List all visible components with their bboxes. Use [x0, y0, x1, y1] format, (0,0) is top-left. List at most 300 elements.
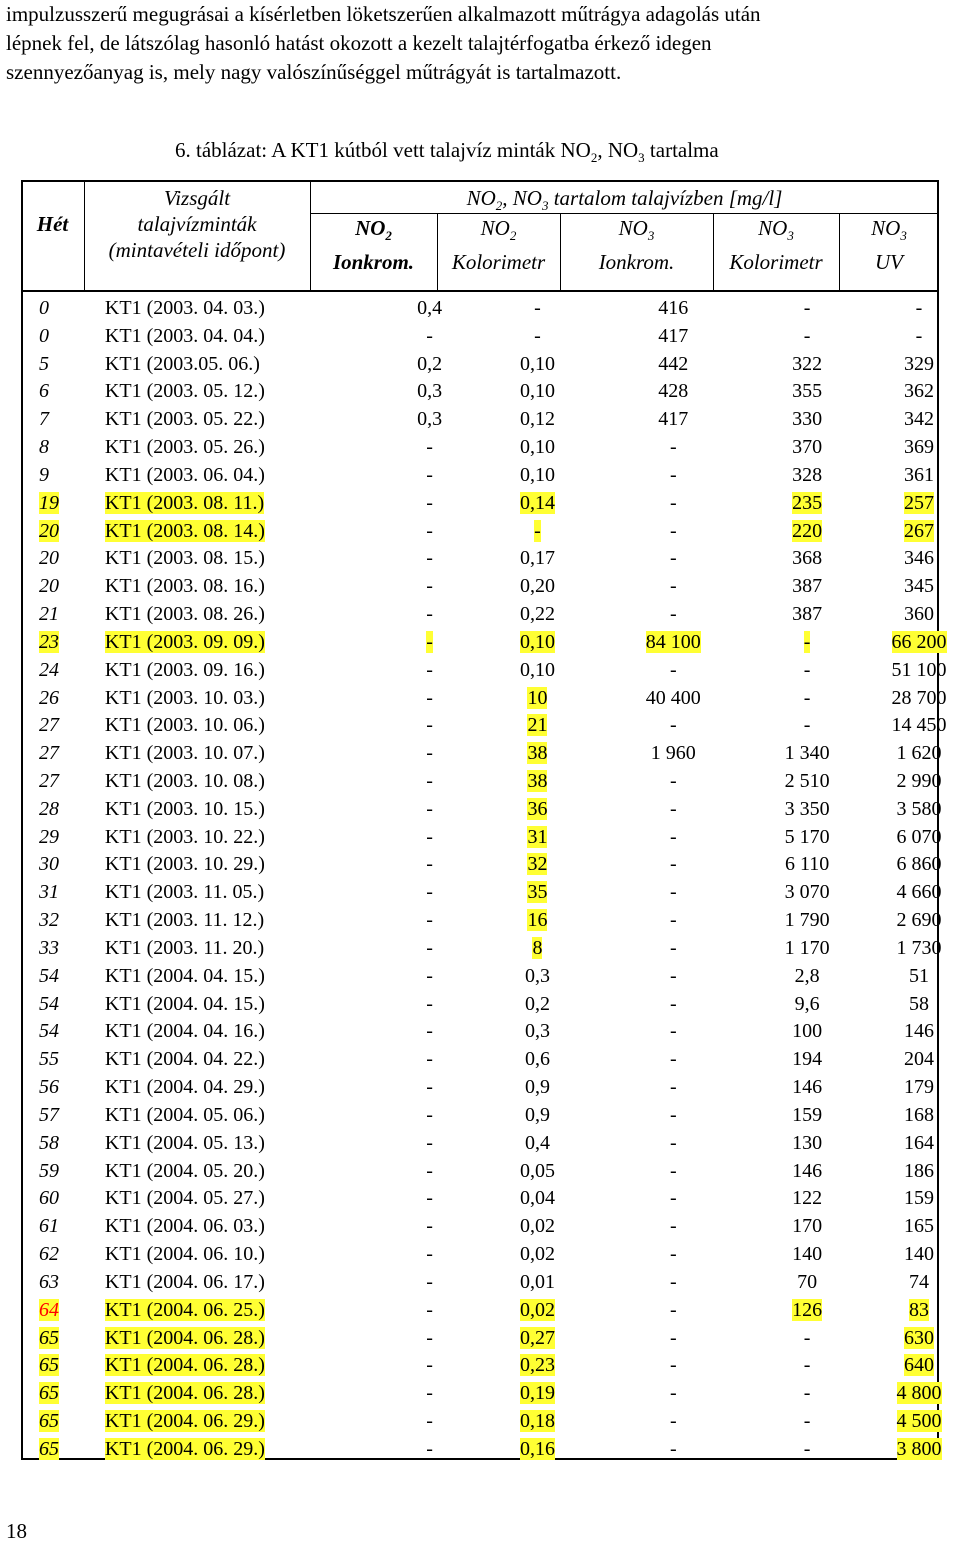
sample-cell — [99, 1129, 395, 1157]
no2-ionkrom-cell-text: - — [426, 825, 433, 848]
week-cell-text: 58 — [39, 1131, 59, 1154]
no2-ionkrom-cell — [395, 934, 465, 962]
sample-cell-text: KT1 (2004. 05. 13.) — [104, 1131, 265, 1154]
no3-uv-cell — [878, 1212, 960, 1240]
no2-kolorimetr-cell-text: 35 — [527, 881, 548, 904]
no3-kolorimetr-cell — [736, 1240, 878, 1268]
header-vizsgalt — [84, 185, 310, 263]
sample-cell — [99, 628, 395, 656]
no3-uv-cell-text: 58 — [909, 992, 930, 1015]
no2-ionkrom-cell — [395, 739, 465, 767]
no2-ionkrom-cell-text: 0,2 — [417, 352, 443, 375]
no3-ionkrom-cell — [610, 1045, 736, 1073]
no2-ionkrom-cell — [395, 1018, 465, 1046]
no2-ionkrom-cell-text: - — [426, 436, 433, 459]
no2-ionkrom-cell — [395, 656, 465, 684]
no2-kolorimetr-cell-text: 0,14 — [519, 491, 555, 514]
no3-ionkrom-cell-text: - — [669, 1437, 677, 1460]
no3-uv-cell — [878, 934, 960, 962]
no2-kolorimetr-cell — [465, 1101, 611, 1129]
no3-ionkrom-cell-text: - — [669, 1270, 677, 1293]
no3-kolorimetr-cell — [736, 1296, 878, 1324]
no3-uv-cell — [878, 1018, 960, 1046]
no3-uv-cell — [878, 1185, 960, 1213]
sample-cell-text: KT1 (2003. 09. 16.) — [104, 658, 265, 681]
intro-line: lépnek fel, de látszólag hasonló hatást okozott a kezelt talajtérfogatba érkező idegen — [6, 31, 712, 55]
no3-ionkrom-cell — [610, 377, 736, 405]
no3-kolorimetr-cell-text: 146 — [792, 1076, 823, 1099]
week-cell-text: 57 — [39, 1103, 59, 1126]
table-row — [23, 1073, 960, 1101]
no3-ionkrom-cell — [610, 1296, 736, 1324]
no2-kolorimetr-cell-text: 0,10 — [519, 463, 555, 486]
no2-ionkrom-cell-text: - — [426, 769, 433, 792]
no3-uv-cell — [878, 1129, 960, 1157]
week-cell — [23, 1379, 99, 1407]
table-row — [23, 962, 960, 990]
no2-kolorimetr-cell — [465, 823, 611, 851]
no3-ionkrom-cell-text: - — [669, 1410, 677, 1433]
no3-kolorimetr-cell — [736, 1045, 878, 1073]
no3-uv-cell — [878, 1240, 960, 1268]
table-row — [23, 1296, 960, 1324]
sample-cell-text: KT1 (2004. 04. 15.) — [104, 964, 265, 987]
week-cell-text: 24 — [39, 658, 59, 681]
no2-ionkrom-cell — [395, 628, 465, 656]
week-cell-text: 54 — [39, 992, 59, 1015]
table-row — [23, 544, 960, 572]
week-cell — [23, 572, 99, 600]
sample-cell — [99, 823, 395, 851]
week-cell-text: 32 — [39, 909, 59, 932]
no2-ionkrom-cell — [395, 1157, 465, 1185]
no2-kolorimetr-cell — [465, 350, 611, 378]
no3-ionkrom-cell-text: 442 — [658, 352, 689, 375]
week-cell — [23, 322, 99, 350]
sample-cell — [99, 489, 395, 517]
table-row — [23, 433, 960, 461]
sample-cell-text: KT1 (2004. 05. 20.) — [104, 1159, 265, 1182]
no3-uv-cell — [878, 1435, 960, 1463]
no2-ionkrom-cell — [395, 433, 465, 461]
header-het: Hét — [36, 212, 69, 236]
table-row — [23, 1185, 960, 1213]
sample-cell — [99, 544, 395, 572]
no3-ionkrom-cell-text: - — [669, 992, 677, 1015]
table-row — [23, 823, 960, 851]
no3-kolorimetr-cell-text: 100 — [792, 1020, 823, 1043]
week-cell — [23, 795, 99, 823]
no3-kolorimetr-cell — [736, 1185, 878, 1213]
no2-kolorimetr-cell-text: 0,12 — [519, 408, 555, 431]
no3-ionkrom-cell — [610, 767, 736, 795]
sample-cell-text: KT1 (2003. 10. 03.) — [104, 686, 265, 709]
no3-uv-cell-text: 329 — [904, 352, 935, 375]
no3-ionkrom-cell-text: - — [669, 1298, 677, 1321]
no3-kolorimetr-cell — [736, 795, 878, 823]
no3-uv-cell — [878, 684, 960, 712]
no2-kolorimetr-cell — [465, 1268, 611, 1296]
no2-ionkrom-cell — [395, 377, 465, 405]
no2-ionkrom-cell — [395, 322, 465, 350]
no3-ionkrom-cell-text: - — [669, 1326, 677, 1349]
sample-cell-text: KT1 (2003. 09. 09.) — [104, 630, 265, 653]
sample-cell-text: KT1 (2004. 04. 16.) — [104, 1020, 265, 1043]
no3-uv-cell — [878, 851, 960, 879]
no3-kolorimetr-cell — [736, 600, 878, 628]
no2-kolorimetr-cell — [465, 517, 611, 545]
week-cell-text: 28 — [39, 797, 59, 820]
table-row — [23, 1212, 960, 1240]
no2-kolorimetr-cell — [465, 990, 611, 1018]
sample-cell — [99, 711, 395, 739]
no3-ionkrom-cell-text: 417 — [658, 324, 689, 347]
week-cell — [23, 1045, 99, 1073]
no2-ionkrom-cell — [395, 1045, 465, 1073]
no3-kolorimetr-cell — [736, 990, 878, 1018]
no3-kolorimetr-cell-text: 355 — [792, 380, 823, 403]
sample-cell-text: KT1 (2003. 10. 07.) — [104, 742, 265, 765]
no2-ionkrom-cell-text: 0,3 — [417, 408, 443, 431]
no2-ionkrom-cell — [395, 294, 465, 322]
sample-cell — [99, 1435, 395, 1463]
table-row — [23, 656, 960, 684]
no3-ionkrom-cell — [610, 656, 736, 684]
no2-kolorimetr-cell — [465, 1240, 611, 1268]
week-cell — [23, 433, 99, 461]
no3-ionkrom-cell-text: - — [669, 714, 677, 737]
week-cell — [23, 739, 99, 767]
no2-ionkrom-cell — [395, 851, 465, 879]
no3-uv-cell-text: 4 660 — [896, 881, 942, 904]
week-cell — [23, 1157, 99, 1185]
sample-cell-text: KT1 (2003.05. 06.) — [104, 352, 260, 375]
header-no3-ionkrom: $NO_3$ Ionkrom. — [598, 216, 675, 275]
week-cell-text: 19 — [39, 491, 59, 514]
no3-uv-cell — [878, 1268, 960, 1296]
sample-cell — [99, 934, 395, 962]
sample-cell-text: KT1 (2003. 11. 12.) — [104, 909, 265, 932]
caption-prefix: 6. táblázat: A KT1 kútból vett talajvíz minták NO — [175, 138, 591, 162]
week-cell — [23, 350, 99, 378]
no2-ionkrom-cell — [395, 795, 465, 823]
no3-ionkrom-cell-text: 84 100 — [645, 630, 701, 653]
sample-cell-text: KT1 (2003. 08. 26.) — [104, 603, 265, 626]
no3-ionkrom-cell — [610, 600, 736, 628]
no2-kolorimetr-cell-text: 0,10 — [519, 352, 555, 375]
no2-kolorimetr-cell — [465, 1212, 611, 1240]
week-cell-text: 65 — [39, 1382, 59, 1405]
no3-ionkrom-cell-text: 417 — [658, 408, 689, 431]
intro-line: szennyezőanyag is, mely nagy valószínűséggel műtrágyát is tartalmazott. — [6, 60, 622, 84]
no3-ionkrom-cell — [610, 1351, 736, 1379]
no3-ionkrom-cell-text: - — [669, 491, 677, 514]
no3-uv-cell — [878, 823, 960, 851]
week-cell-text: 27 — [39, 714, 59, 737]
week-cell — [23, 767, 99, 795]
no2-kolorimetr-cell-text: 0,3 — [524, 964, 550, 987]
page-number: 18 — [6, 1519, 27, 1543]
no2-kolorimetr-cell — [465, 1435, 611, 1463]
no3-ionkrom-cell-text: 428 — [658, 380, 689, 403]
no3-kolorimetr-cell-text: 126 — [792, 1298, 823, 1321]
sample-cell — [99, 1045, 395, 1073]
no3-ionkrom-cell-text: - — [669, 1354, 677, 1377]
no2-kolorimetr-cell — [465, 1185, 611, 1213]
sample-cell — [99, 767, 395, 795]
header-no2-kolorimetr: $NO_2$ Kolorimetr — [451, 216, 546, 275]
week-cell — [23, 600, 99, 628]
no3-kolorimetr-cell — [736, 433, 878, 461]
week-cell — [23, 1240, 99, 1268]
no3-uv-cell-text: 360 — [904, 603, 935, 626]
no3-uv-cell-text: 267 — [904, 519, 935, 542]
no3-kolorimetr-cell — [736, 489, 878, 517]
no3-uv-cell — [878, 711, 960, 739]
no2-ionkrom-cell — [395, 878, 465, 906]
week-cell-text: 5 — [39, 352, 49, 375]
table-row — [23, 600, 960, 628]
no3-kolorimetr-cell-text: - — [803, 686, 811, 709]
no3-kolorimetr-cell-text: - — [803, 324, 811, 347]
no3-uv-cell-text: 6 070 — [896, 825, 942, 848]
sample-cell-text: KT1 (2004. 06. 29.) — [104, 1437, 265, 1460]
no3-uv-cell — [878, 377, 960, 405]
sample-cell — [99, 517, 395, 545]
no3-kolorimetr-cell-text: 3 350 — [784, 797, 830, 820]
no3-uv-cell — [878, 489, 960, 517]
no3-uv-cell-text: 345 — [904, 575, 935, 598]
no2-ionkrom-cell-text: - — [426, 853, 433, 876]
no2-ionkrom-cell — [395, 962, 465, 990]
no3-uv-cell — [878, 405, 960, 433]
sample-cell-text: KT1 (2003. 11. 20.) — [104, 936, 265, 959]
no2-ionkrom-cell-text: - — [426, 1159, 433, 1182]
no2-kolorimetr-cell-text: - — [534, 324, 541, 347]
no3-kolorimetr-cell-text: 2 510 — [784, 769, 830, 792]
no3-kolorimetr-cell — [736, 1129, 878, 1157]
no3-kolorimetr-cell-text: - — [803, 630, 811, 653]
table-row — [23, 1240, 960, 1268]
table-row — [23, 294, 960, 322]
no3-kolorimetr-cell-text: 130 — [792, 1131, 823, 1154]
no3-uv-cell — [878, 739, 960, 767]
no3-uv-cell — [878, 1296, 960, 1324]
no2-ionkrom-cell-text: - — [426, 964, 433, 987]
week-cell-text: 33 — [39, 936, 59, 959]
no2-ionkrom-cell — [395, 711, 465, 739]
no2-kolorimetr-cell-text: 0,02 — [519, 1215, 555, 1238]
sample-cell — [99, 322, 395, 350]
no3-ionkrom-cell — [610, 1240, 736, 1268]
no3-kolorimetr-cell — [736, 1157, 878, 1185]
week-cell — [23, 1296, 99, 1324]
no3-ionkrom-cell-text: - — [669, 909, 677, 932]
week-cell-text: 27 — [39, 769, 59, 792]
sample-cell-text: KT1 (2004. 06. 03.) — [104, 1215, 265, 1238]
no3-kolorimetr-cell-text: - — [803, 296, 811, 319]
week-cell-text: 20 — [39, 575, 59, 598]
no3-kolorimetr-cell-text: - — [803, 714, 811, 737]
week-cell-text: 56 — [39, 1076, 59, 1099]
no3-uv-cell — [878, 1101, 960, 1129]
week-cell-text: 65 — [39, 1410, 59, 1433]
no2-kolorimetr-cell-text: - — [534, 519, 541, 542]
no3-kolorimetr-cell-text: 170 — [792, 1215, 823, 1238]
sample-cell-text: KT1 (2003. 08. 16.) — [104, 575, 265, 598]
no3-kolorimetr-cell — [736, 1351, 878, 1379]
no3-kolorimetr-cell — [736, 934, 878, 962]
no3-kolorimetr-cell — [736, 767, 878, 795]
no3-kolorimetr-cell-text: 140 — [792, 1243, 823, 1266]
sample-cell-text: KT1 (2003. 10. 22.) — [104, 825, 265, 848]
no3-ionkrom-cell-text: - — [669, 1382, 677, 1405]
no3-ionkrom-cell — [610, 934, 736, 962]
no2-kolorimetr-cell — [465, 1324, 611, 1352]
no3-uv-cell — [878, 350, 960, 378]
no2-ionkrom-cell — [395, 544, 465, 572]
no2-ionkrom-cell — [395, 350, 465, 378]
no3-ionkrom-cell — [610, 1435, 736, 1463]
no2-kolorimetr-cell — [465, 377, 611, 405]
sample-cell — [99, 1185, 395, 1213]
no3-kolorimetr-cell-text: 1 170 — [784, 936, 830, 959]
no2-kolorimetr-cell-text: 0,3 — [524, 1020, 550, 1043]
no3-uv-cell — [878, 767, 960, 795]
no3-kolorimetr-cell — [736, 851, 878, 879]
table-row — [23, 1268, 960, 1296]
week-cell-text: 54 — [39, 1020, 59, 1043]
no2-ionkrom-cell — [395, 1101, 465, 1129]
week-cell — [23, 711, 99, 739]
sample-cell — [99, 878, 395, 906]
no3-ionkrom-cell — [610, 1407, 736, 1435]
no2-kolorimetr-cell — [465, 294, 611, 322]
no2-ionkrom-cell-text: - — [426, 1131, 433, 1154]
no2-kolorimetr-cell — [465, 656, 611, 684]
week-cell — [23, 1324, 99, 1352]
no3-uv-cell-text: 342 — [904, 408, 935, 431]
sample-cell — [99, 684, 395, 712]
no2-ionkrom-cell — [395, 1407, 465, 1435]
sample-cell — [99, 1407, 395, 1435]
no3-ionkrom-cell-text: - — [669, 436, 677, 459]
no2-kolorimetr-cell — [465, 739, 611, 767]
no3-uv-cell — [878, 1351, 960, 1379]
no2-kolorimetr-cell-text: 36 — [527, 797, 548, 820]
week-cell — [23, 461, 99, 489]
table-row — [23, 795, 960, 823]
no3-uv-cell — [878, 572, 960, 600]
week-cell — [23, 489, 99, 517]
no2-kolorimetr-cell — [465, 1407, 611, 1435]
no3-ionkrom-cell — [610, 684, 736, 712]
no3-ionkrom-cell-text: - — [669, 1243, 677, 1266]
no3-kolorimetr-cell-text: - — [803, 1354, 811, 1377]
no3-uv-cell-text: 630 — [904, 1326, 935, 1349]
no3-kolorimetr-cell-text: 220 — [792, 519, 823, 542]
no3-uv-cell-text: 165 — [904, 1215, 935, 1238]
no2-kolorimetr-cell-text: 38 — [527, 742, 548, 765]
header-vizsgalt-line: talajvízminták — [137, 212, 257, 236]
week-cell — [23, 906, 99, 934]
week-cell — [23, 544, 99, 572]
no3-kolorimetr-cell-text: 70 — [797, 1270, 818, 1293]
no3-ionkrom-cell — [610, 544, 736, 572]
no3-ionkrom-cell-text: - — [669, 1131, 677, 1154]
no2-kolorimetr-cell-text: 0,16 — [519, 1437, 555, 1460]
week-cell — [23, 1435, 99, 1463]
no2-kolorimetr-cell-text: 0,23 — [519, 1354, 555, 1377]
no2-ionkrom-cell-text: - — [426, 686, 433, 709]
week-cell-text: 9 — [39, 463, 49, 486]
sample-cell — [99, 433, 395, 461]
sample-cell — [99, 377, 395, 405]
sample-cell-text: KT1 (2004. 05. 27.) — [104, 1187, 265, 1210]
no2-kolorimetr-cell-text: 0,22 — [519, 603, 555, 626]
no3-uv-cell — [878, 461, 960, 489]
week-cell — [23, 1268, 99, 1296]
no2-ionkrom-cell — [395, 1379, 465, 1407]
no2-kolorimetr-cell — [465, 572, 611, 600]
no3-uv-cell-text: 2 990 — [896, 769, 942, 792]
week-cell-text: 54 — [39, 964, 59, 987]
no3-uv-cell — [878, 878, 960, 906]
sample-cell-text: KT1 (2003. 05. 26.) — [104, 436, 265, 459]
week-cell — [23, 878, 99, 906]
table-row — [23, 350, 960, 378]
no3-kolorimetr-cell-text: 387 — [792, 575, 823, 598]
header-separator — [21, 290, 939, 292]
no3-uv-cell-text: 14 450 — [891, 714, 947, 737]
sample-cell-text: KT1 (2003. 10. 08.) — [104, 769, 265, 792]
table-row — [23, 461, 960, 489]
no2-ionkrom-cell-text: - — [426, 1410, 433, 1433]
no3-uv-cell — [878, 1407, 960, 1435]
table-row — [23, 322, 960, 350]
no3-kolorimetr-cell — [736, 878, 878, 906]
no2-ionkrom-cell — [395, 906, 465, 934]
week-cell-text: 65 — [39, 1326, 59, 1349]
no3-uv-cell-text: 257 — [904, 491, 935, 514]
no3-uv-cell-text: 4 500 — [896, 1410, 942, 1433]
no3-ionkrom-cell-text: - — [669, 603, 677, 626]
no2-ionkrom-cell-text: - — [426, 491, 433, 514]
sample-cell-text: KT1 (2004. 06. 10.) — [104, 1243, 265, 1266]
no3-ionkrom-cell — [610, 517, 736, 545]
no3-ionkrom-cell — [610, 851, 736, 879]
no3-ionkrom-cell — [610, 739, 736, 767]
no3-kolorimetr-cell-text: 2,8 — [794, 964, 820, 987]
header-group: $NO_2$, $NO_3$ tartalom talajvízben [mg/l] — [466, 186, 783, 214]
week-cell-text: 20 — [39, 547, 59, 570]
no2-ionkrom-cell — [395, 767, 465, 795]
no3-kolorimetr-cell-text: 387 — [792, 603, 823, 626]
table-row — [23, 1129, 960, 1157]
no2-ionkrom-cell — [395, 1435, 465, 1463]
no3-uv-cell — [878, 628, 960, 656]
no3-ionkrom-cell — [610, 628, 736, 656]
sample-cell-text: KT1 (2004. 04. 22.) — [104, 1048, 265, 1071]
week-cell — [23, 823, 99, 851]
no3-kolorimetr-cell-text: 328 — [792, 463, 823, 486]
no2-ionkrom-cell — [395, 600, 465, 628]
week-cell-text: 8 — [39, 436, 49, 459]
no2-kolorimetr-cell — [465, 684, 611, 712]
table-row — [23, 377, 960, 405]
no3-ionkrom-cell-text: - — [669, 1020, 677, 1043]
no3-kolorimetr-cell — [736, 322, 878, 350]
